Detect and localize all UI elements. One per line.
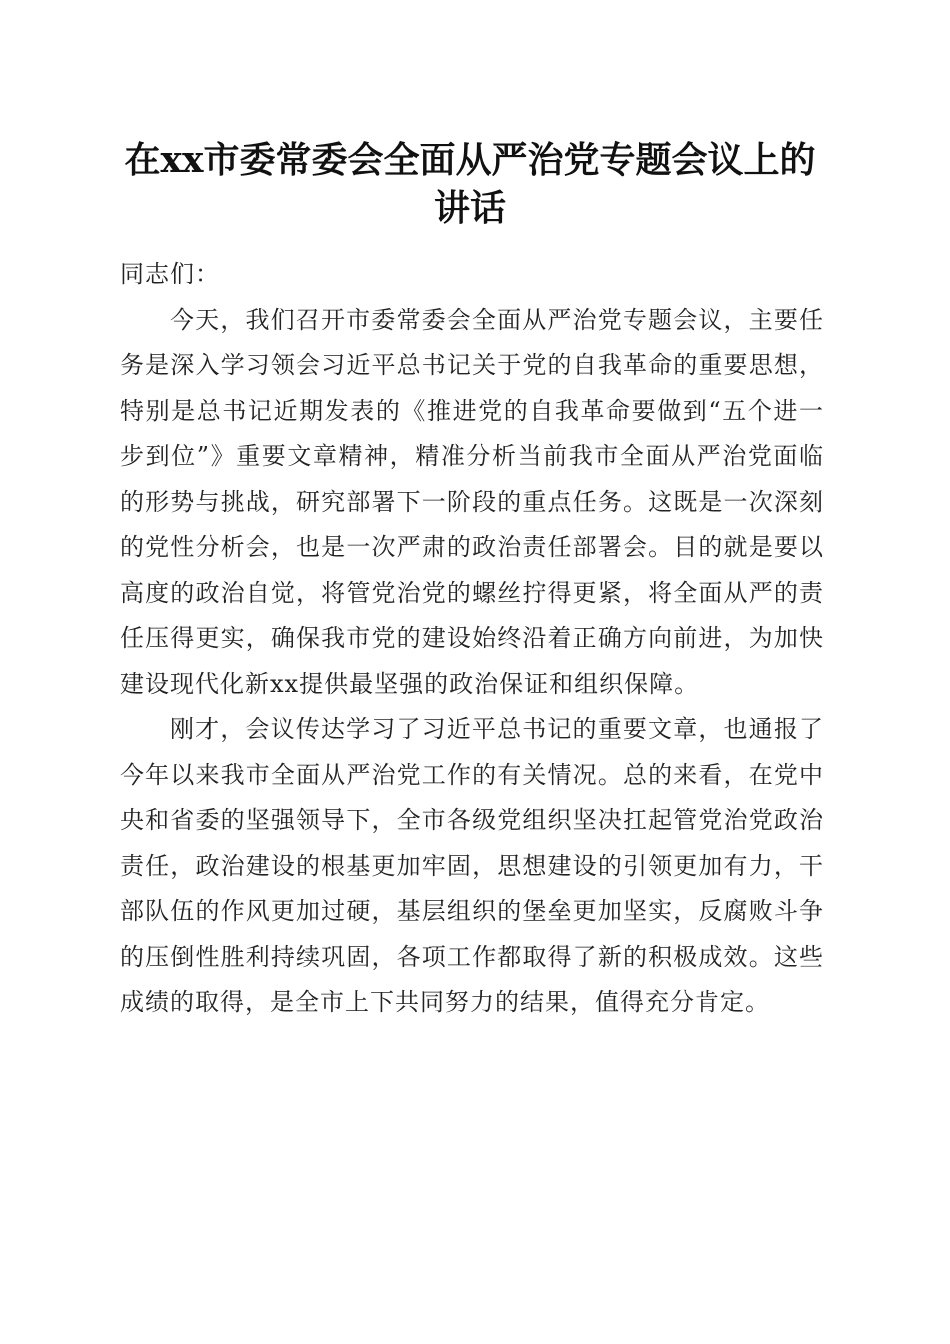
paragraph-2: 刚才，会议传达学习了习近平总书记的重要文章，也通报了今年以来我市全面从严治党工作的有关情况。总的来看，在党中央和省委的坚强领导下，全市各级党组织坚决扛起管党治党政治责任，政治建设的根基更加牢固，思想建设的引领更加有力，干部队伍的作风更加过硬，基层组织的堡垒更加坚实，反腐败斗争的压倒性胜利持续巩固，各项工作都取得了新的积极成效。这些成绩的取得，是全市上下共同努力的结果，值得充分肯定。 (120, 715, 824, 1016)
title-line-2: 讲话 (433, 187, 506, 229)
document-title (100, 136, 840, 232)
document-body (120, 252, 824, 1026)
salutation: 同志们： (120, 260, 220, 288)
paragraph-1: 今天，我们召开市委常委会全面从严治党专题会议，主要任务是深入学习领会习近平总书记关于党的自我革命的重要思想，特别是总书记近期发表的《推进党的自我革命要做到“五个进一步到位”》重要文章精神，精准分析当前我市全面从严治党面临的形势与挑战，研究部署下一阶段的重点任务。这既是一次深刻的党性分析会，也是一次严肃的政治责任部署会。目的就是要以高度的政治自觉，将管党治党的螺丝拧得更紧，将全面从严的责任压得更实，确保我市党的建设始终沿着正确方向前进，为加快建设现代化新xx提供最坚强的政治保证和组织保障。 (120, 305, 824, 698)
title-line-1: 在xx市委常委会全面从严治党专题会议上的 (124, 139, 816, 181)
